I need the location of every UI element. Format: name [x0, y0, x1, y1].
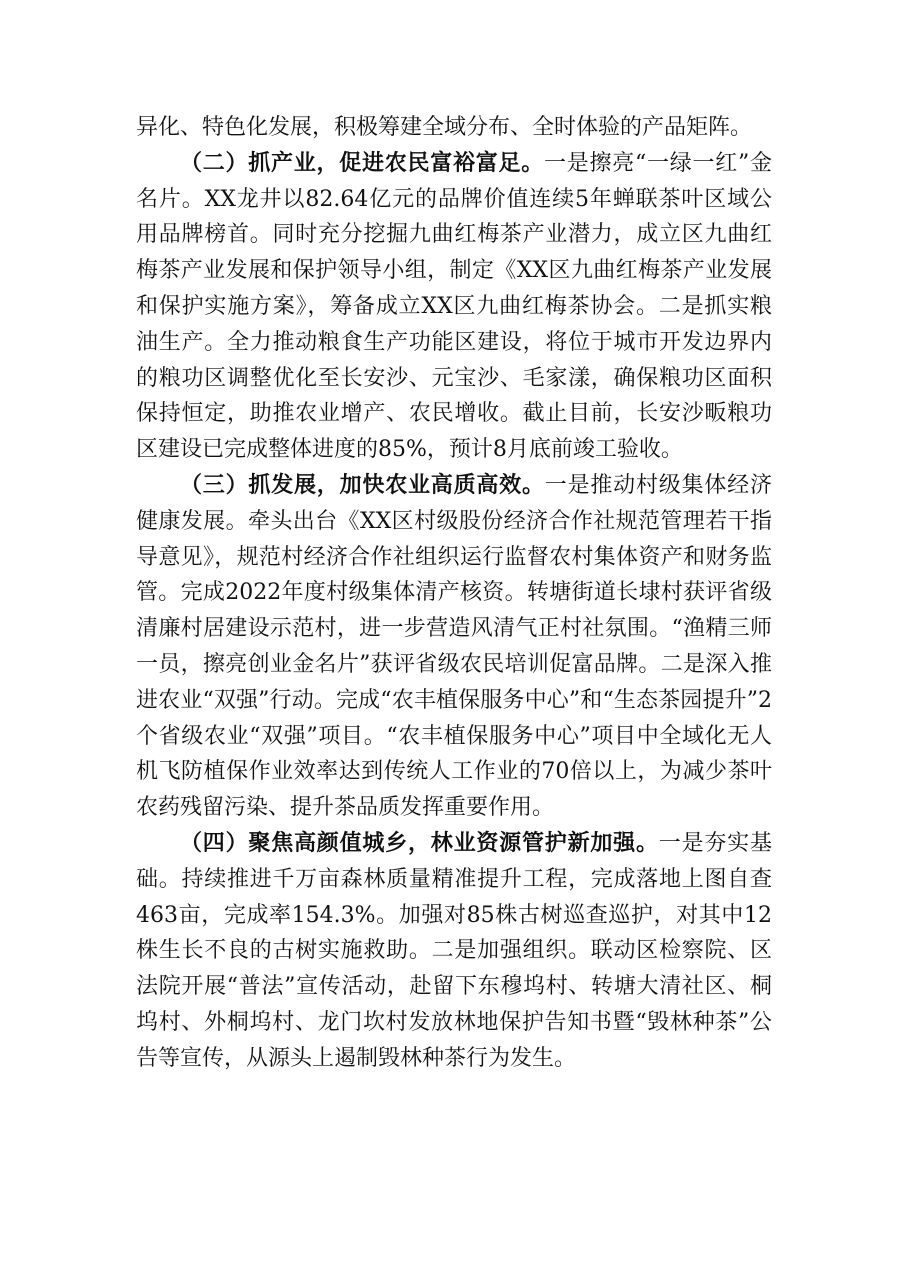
paragraph-body: 一是擦亮“一绿一红”金名片。XX龙井以82.64亿元的品牌价值连续5年蝉联茶叶区域公用品牌榜首。同时充分挖掘九曲红梅茶产业潜力，成立区九曲红梅茶产业发展和保护领导小组，制定《XX区九曲红梅茶产业发展和保护实施方案》，筹备成立XX区九曲红梅茶协会。二是抓实粮油生产。全力推动粮食生产功能区建设，将位于城市开发边界内的粮功区调整优化至长安沙、元宝沙、毛家漾，确保粮功区面积保持恒定，助推农业增产、农民增收。截止目前，长安沙畈粮功区建设已完成整体进度的85%，预计8月底前竣工验收。 [136, 150, 772, 463]
paragraph-body: 一是夯实基础。持续推进千万亩森林质量精准提升工程，完成落地上图自查463亩，完成率154.3%。加强对85株古树巡查巡护，对其中12株生长不良的古树实施救助。二是加强组织。联动区检察院、区法院开展“普法”宣传活动，赴留下东穆坞村、转塘大清社区、桐坞村、外桐坞村、龙门坎村发放林地保护告知书暨“毁林种茶”公告等宣传，从源头上遏制毁林种茶行为发生。 [136, 830, 772, 1071]
paragraph-body: 异化、特色化发展，积极筹建全域分布、全时体验的产品矩阵。 [136, 115, 753, 140]
paragraph-1 [136, 110, 772, 146]
document-page [136, 110, 772, 1077]
paragraph-heading: （四）聚焦高颜值城乡，林业资源管护新加强。 [180, 829, 659, 856]
paragraph-heading: （三）抓发展，加快农业高质高效。 [180, 471, 545, 498]
paragraph-3 [136, 468, 772, 826]
paragraph-heading: （二）抓产业，促进农民富裕富足。 [180, 149, 544, 176]
paragraph-body: 一是推动村级集体经济健康发展。牵头出台《XX区村级股份经济合作社规范管理若干指导意见》，规范村经济合作社组织运行监督农村集体资产和财务监管。完成2022年度村级集体清产核资。转塘街道长埭村获评省级清廉村居建设示范村，进一步营造风清气正村社氛围。“渔精三师一员，擦亮创业金名片”获评省级农民培训促富品牌。二是深入推进农业“双强”行动。完成“农丰植保服务中心”和“生态茶园提升”2个省级农业“双强”项目。“农丰植保服务中心”项目中全域化无人机飞防植保作业效率达到传统人工作业的70倍以上，为减少茶叶农药残留污染、提升茶品质发挥重要作用。 [136, 472, 772, 821]
paragraph-4 [136, 826, 772, 1077]
paragraph-2 [136, 146, 772, 468]
